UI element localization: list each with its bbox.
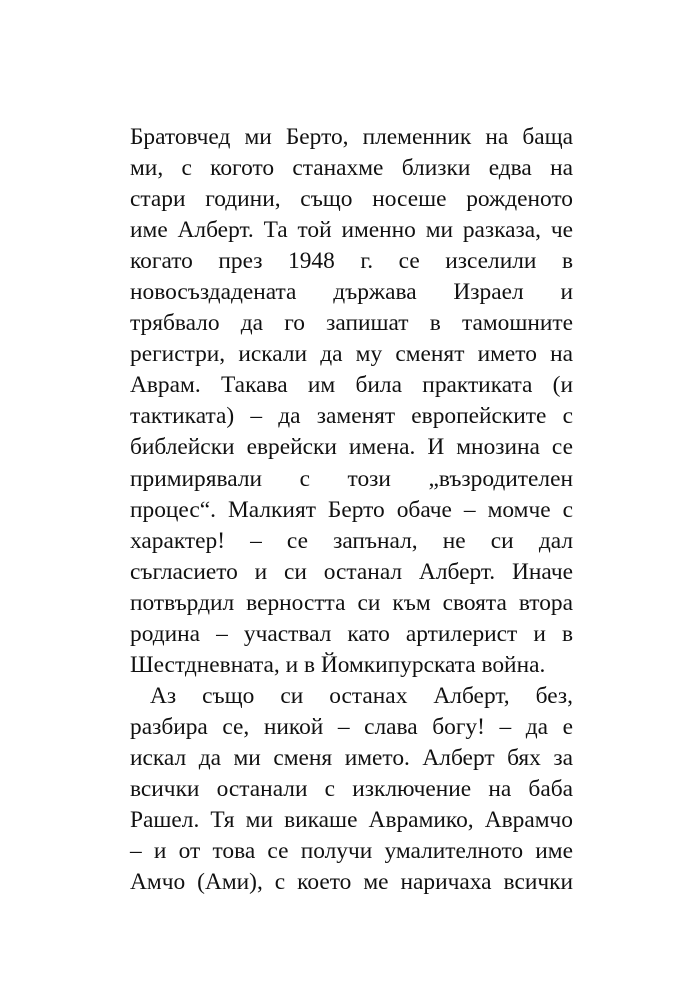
body-text [130,122,573,898]
text-line: характер! – се запънал, не си дал [130,527,573,554]
text-line: когато през 1948 г. се изселили в [130,248,573,275]
text-line: потвърдил верността си към своята втора [130,589,573,616]
text-line: искал да ми сменя името. Алберт бях за [130,744,573,771]
text-line: тактиката) – да заменят европейските с [130,403,573,430]
text-line: съгласието и си останал Алберт. Иначе [130,558,573,585]
text-line: Аврам. Такава им била практиката (и [130,372,573,399]
text-line: разбира се, никой – слава богу! – да е [130,713,573,740]
paragraph-2 [130,681,573,898]
text-line: новосъздадената държава Израел и [130,279,573,306]
paragraph-1 [130,122,573,681]
text-line: процес“. Малкият Берто обаче – момче с [130,496,573,523]
text-line: примирявали с този „възродителен [130,465,573,492]
text-line: – и от това се получи умалителното име [130,838,573,865]
text-line: ми, с когото станахме близки едва на [130,155,573,182]
text-line: родина – участвал като артилерист и в [130,620,573,647]
text-line: Амчо (Ами), с което ме наричаха всички [130,869,573,896]
text-line: стари години, също носеше рожденото [130,186,573,213]
text-line: всички останали с изключение на баба [130,775,573,802]
text-line: име Алберт. Та той именно ми разказа, че [130,217,573,244]
text-line: Рашел. Тя ми викаше Аврамико, Аврамчо [130,807,573,834]
text-line: библейски еврейски имена. И мнозина се [130,434,573,461]
text-line: трябвало да го запишат в тамошните [130,310,573,337]
text-line: Братовчед ми Берто, племенник на баща [130,124,573,150]
text-line: регистри, искали да му сменят името на [130,341,573,368]
text-line: Шестдневната, и в Йомкипурската война. [130,651,546,678]
text-line: Аз също си останах Алберт, без, [150,682,573,709]
